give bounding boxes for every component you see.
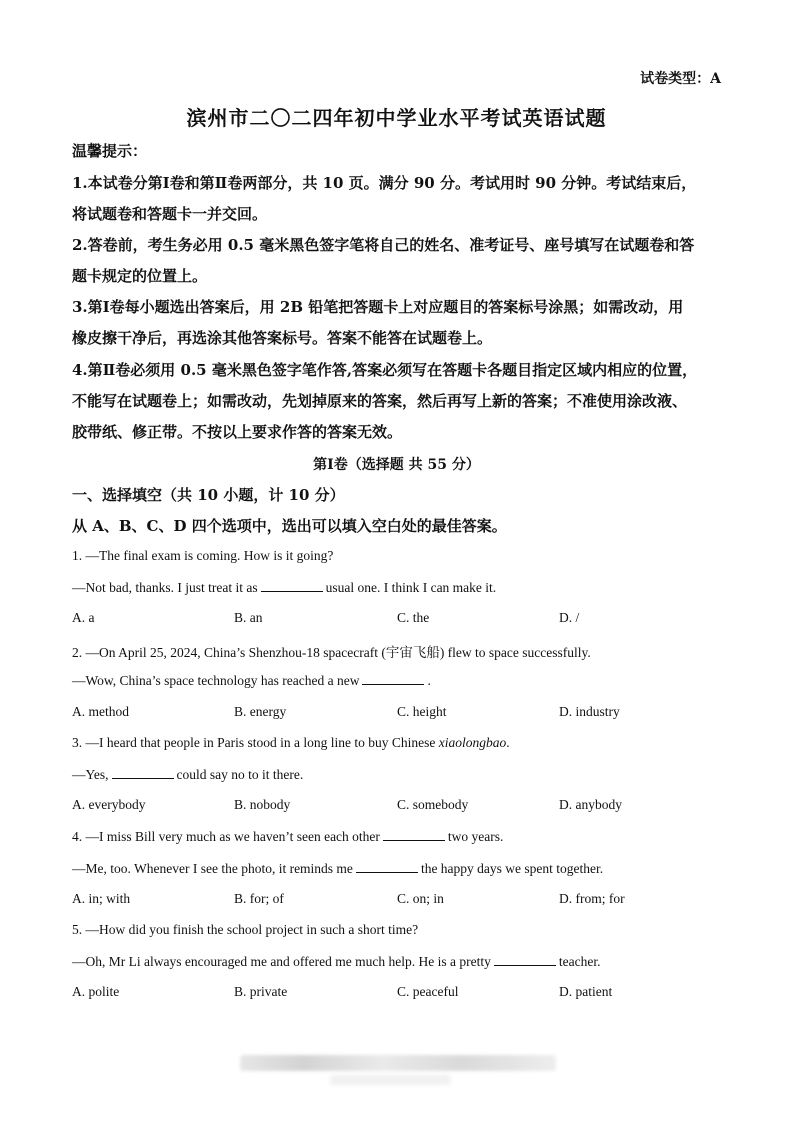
option-a: A. in; with (72, 891, 131, 906)
option-a: A. everybody (72, 797, 146, 812)
option-b: B. private (234, 984, 288, 999)
answer-blank (112, 766, 174, 779)
option-a: A. a (72, 610, 95, 625)
tip-line: 2.答卷前，考生务必用 0.5 毫米黑色签字笔将自己的姓名、准考证号、座号填写在试题卷和答 (72, 236, 695, 254)
question-5-line2 (72, 953, 600, 970)
line-text: 4. —I miss Bill very much as we haven’t seen each other (72, 829, 380, 844)
tips-heading: 温馨提示： (72, 142, 148, 160)
question-2-line1: 2. —On April 25, 2024, China’s Shenzhou-18 spacecraft (宇宙飞船) flew to space successfully. (72, 645, 591, 660)
tip-line: 胶带纸、修正带。不按以上要求作答的答案无效。 (72, 423, 403, 441)
line-text: —Me, too. Whenever I see the photo, it reminds me (72, 861, 353, 876)
option-c: C. peaceful (397, 984, 459, 999)
option-d: D. anybody (559, 797, 622, 812)
line-text: . (506, 735, 510, 750)
question-5-line1: 5. —How did you finish the school project in such a short time? (72, 922, 419, 937)
line-text: —Not bad, thanks. I just treat it as (72, 580, 258, 595)
volume-title: 第Ⅰ卷（选择题 共 55 分） (313, 457, 480, 473)
answer-blank (383, 828, 445, 841)
answer-blank (494, 953, 556, 966)
line-text: usual one. I think I can make it. (325, 580, 497, 595)
option-b: B. nobody (234, 797, 291, 812)
tip-line: 4.第Ⅱ卷必须用 0.5 毫米黑色签字笔作答,答案必须写在答题卡各题目指定区域内相应的位置， (72, 361, 698, 379)
question-1-line2 (72, 579, 496, 596)
tip-line: 不能写在试题卷上；如需改动，先划掉原来的答案，然后再写上新的答案；不准使用涂改液、 (72, 392, 688, 410)
question-3-line1 (72, 735, 510, 751)
tip-line: 3.第Ⅰ卷每小题选出答案后，用 2B 铅笔把答题卡上对应题目的答案标号涂黑；如需改动，用 (72, 298, 684, 316)
option-b: B. for; of (234, 891, 284, 906)
line-text: teacher. (558, 954, 601, 969)
line-text: —Yes, (72, 767, 109, 782)
line-text: . (427, 673, 431, 688)
line-text: —Wow, China’s space technology has reached a new (72, 673, 360, 688)
option-a: A. method (72, 704, 129, 719)
line-text: —Oh, Mr Li always encouraged me and offered me much help. He is a pretty (72, 954, 491, 969)
question-1-line1: 1. —The final exam is coming. How is it going? (72, 548, 334, 563)
option-b: B. energy (234, 704, 287, 719)
part-title: 一、选择填空（共 10 小题，计 10 分） (72, 486, 345, 504)
line-text: the happy days we spent together. (420, 861, 604, 876)
option-c: C. on; in (397, 891, 444, 906)
exam-title: 滨州市二〇二四年初中学业水平考试英语试题 (186, 106, 607, 130)
option-a: A. polite (72, 984, 120, 999)
question-4-line2 (72, 860, 603, 877)
line-text: two years. (447, 829, 504, 844)
option-c: C. somebody (397, 797, 469, 812)
answer-blank (362, 672, 424, 685)
question-4-line1 (72, 828, 503, 845)
tip-line: 将试题卷和答题卡一并交回。 (72, 205, 268, 223)
blurred-watermark (330, 1075, 450, 1085)
blurred-watermark (240, 1055, 556, 1071)
line-text: could say no to it there. (176, 767, 304, 782)
option-d: D. from; for (559, 891, 625, 906)
question-2-line2 (72, 672, 431, 689)
tip-line: 橡皮擦干净后，再选涂其他答案标号。答案不能答在试题卷上。 (72, 329, 493, 347)
option-b: B. an (234, 610, 263, 625)
option-d: D. industry (559, 704, 620, 719)
italic-term: xiaolongbao (438, 735, 507, 750)
answer-blank (261, 579, 323, 592)
tip-line: 题卡规定的位置上。 (72, 267, 208, 285)
option-c: C. height (397, 704, 447, 719)
option-d: D. / (559, 610, 580, 625)
question-3-line2 (72, 766, 303, 783)
paper-type-label: 试卷类型：A (640, 71, 721, 87)
part-instruction: 从 A、B、C、D 四个选项中，选出可以填入空白处的最佳答案。 (72, 517, 507, 535)
line-text: 3. —I heard that people in Paris stood in a long line to buy Chinese (72, 735, 436, 750)
option-c: C. the (397, 610, 430, 625)
answer-blank (356, 860, 418, 873)
tip-line: 1.本试卷分第Ⅰ卷和第Ⅱ卷两部分，共 10 页。满分 90 分。考试用时 90 分钟。考试结束后， (72, 174, 697, 192)
option-d: D. patient (559, 984, 613, 999)
